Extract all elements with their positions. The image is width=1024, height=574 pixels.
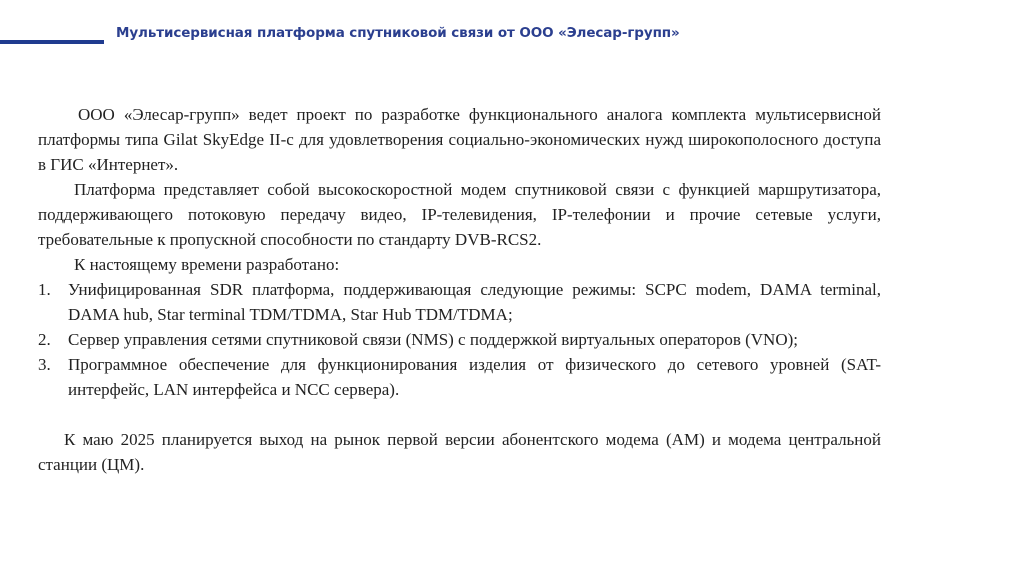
list-item-number: 2. xyxy=(38,330,51,349)
slide-body xyxy=(38,102,881,477)
header-accent-bar xyxy=(0,40,104,44)
paragraph-intro: ООО «Элесар-групп» ведет проект по разработке функционального аналога комплекта мультисервисной платформы типа Gilat SkyEdge II-c для удовлетворения социально-экономических нужд широкополосного доступа в ГИС «Интернет». xyxy=(38,105,881,174)
list-item-text: Сервер управления сетями спутниковой связи (NMS) с поддержкой виртуальных операторов (VNO); xyxy=(68,330,798,349)
developed-list xyxy=(38,277,881,402)
paragraph-platform: Платформа представляет собой высокоскоростной модем спутниковой связи с функцией маршрутизатора, поддерживающего потоковую передачу видео, IP-телевидения, IP-телефонии и прочие сетевые услуги, требовательные к пропускной способности по стандарту DVB-RCS2. xyxy=(38,180,881,249)
slide-title: Мультисервисная платформа спутниковой связи от ООО «Элесар-групп» xyxy=(116,25,680,41)
list-item xyxy=(38,277,881,327)
paragraph-developed: К настоящему времени разработано: xyxy=(74,255,340,274)
paragraph-plans: К маю 2025 планируется выход на рынок первой версии абонентского модема (АМ) и модема центральной станции (ЦМ). xyxy=(38,430,881,474)
list-item-number: 1. xyxy=(38,280,51,299)
list-item-text: Программное обеспечение для функционирования изделия от физического до сетевого уровней (SAT-интерфейс, LAN интерфейса и NCC сервера). xyxy=(68,355,881,399)
list-item-number: 3. xyxy=(38,355,51,374)
list-item xyxy=(38,352,881,402)
list-item xyxy=(38,327,881,352)
list-item-text: Унифицированная SDR платформа, поддерживающая следующие режимы: SCPC modem, DAMA terminal, DAMA hub, Star terminal TDM/TDMA, Star Hub TDM/TDMA; xyxy=(68,280,881,324)
